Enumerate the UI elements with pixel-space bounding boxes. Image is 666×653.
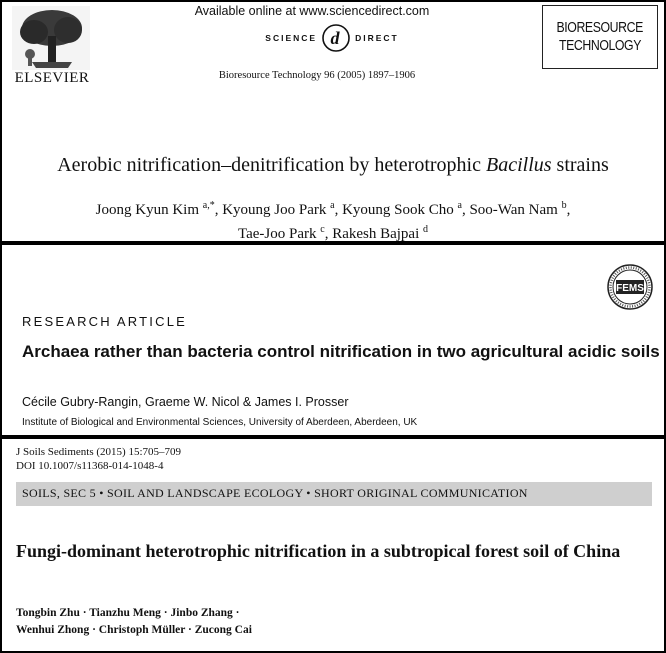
sciencedirect-logo <box>232 20 432 56</box>
author-list: Cécile Gubry-Rangin, Graeme W. Nicol & James I. Prosser <box>22 395 349 409</box>
journal-logo <box>542 5 658 69</box>
elsevier-tree-logo <box>12 6 90 70</box>
svg-text:d: d <box>330 28 342 48</box>
author-line: Tongbin Zhu · Tianzhu Meng · Jinbo Zhang · <box>16 607 240 619</box>
author: Soo-Wan Nam <box>469 202 558 218</box>
author-sup: d <box>423 224 429 235</box>
title-italic-genus: Bacillus <box>485 154 552 176</box>
sd-d-icon <box>321 23 351 53</box>
author: Kyoung Joo Park <box>222 202 327 218</box>
journal-citation: J Soils Sediments (2015) 15:705–709 <box>16 446 182 458</box>
section-label: RESEARCH ARTICLE <box>22 314 187 329</box>
paper-title: Archaea rather than bacteria control nitrification in two agricultural acidic soils <box>22 342 660 361</box>
elsevier-wordmark: ELSEVIER <box>14 70 90 86</box>
available-online-text: Available online at www.sciencedirect.com <box>194 4 430 18</box>
title-text-end: strains <box>551 154 609 176</box>
section-band-text: SOILS, SEC 5 • SOIL AND LANDSCAPE ECOLOGY • SHORT ORIGINAL COMMUNICATION <box>22 486 528 500</box>
fems-logo <box>607 264 653 310</box>
author-line: Wenhui Zhong · Christoph Müller · Zucong Cai <box>16 624 252 636</box>
paper-header-bioresource <box>2 2 664 241</box>
journal-logo-line1: BIORESOURCE <box>556 19 644 36</box>
affiliation: Institute of Biological and Environmental Sciences, University of Aberdeen, Aberdeen, UK <box>22 417 418 428</box>
author-sup: c <box>320 224 325 235</box>
author-sup: a <box>457 200 462 211</box>
sd-left-text: SCIENCE <box>265 33 318 43</box>
section-band <box>16 482 652 506</box>
citation-block <box>16 445 181 473</box>
author-sup: b <box>561 200 567 211</box>
author: Kyoung Sook Cho <box>342 202 454 218</box>
paper-header-fems <box>2 245 664 435</box>
paper-header-soils <box>2 439 664 651</box>
paper-title: Fungi-dominant heterotrophic nitrification in a subtropical forest soil of China <box>16 541 621 561</box>
sd-right-text: DIRECT <box>355 33 399 43</box>
journal-logo-line2: TECHNOLOGY <box>558 37 641 54</box>
fems-logo-text: FEMS <box>616 283 644 294</box>
title-text: Aerobic nitrification–denitrification by heterotrophic <box>57 154 486 176</box>
author-list <box>16 605 252 639</box>
author: Joong Kyun Kim <box>95 202 199 218</box>
author: Rakesh Bajpai <box>332 226 420 241</box>
author-sup: a,* <box>202 200 215 211</box>
author-sup: a <box>330 200 335 211</box>
author: Tae-Joo Park <box>237 226 317 241</box>
author-list: Joong Kyun Kim $^{a,*}$, Kyoung Joo Park $^a$, Kyoung Sook Cho $^a$, Soo-Wan Nam $^b$, Tae-Joo Park $^c$, Rakesh Bajpai $^d$ <box>95 200 571 241</box>
citation-line: Bioresource Technology 96 (2005) 1897–1906 <box>218 70 416 81</box>
paper-title <box>2 154 664 177</box>
doi: DOI 10.1007/s11368-014-1048-4 <box>16 460 164 472</box>
